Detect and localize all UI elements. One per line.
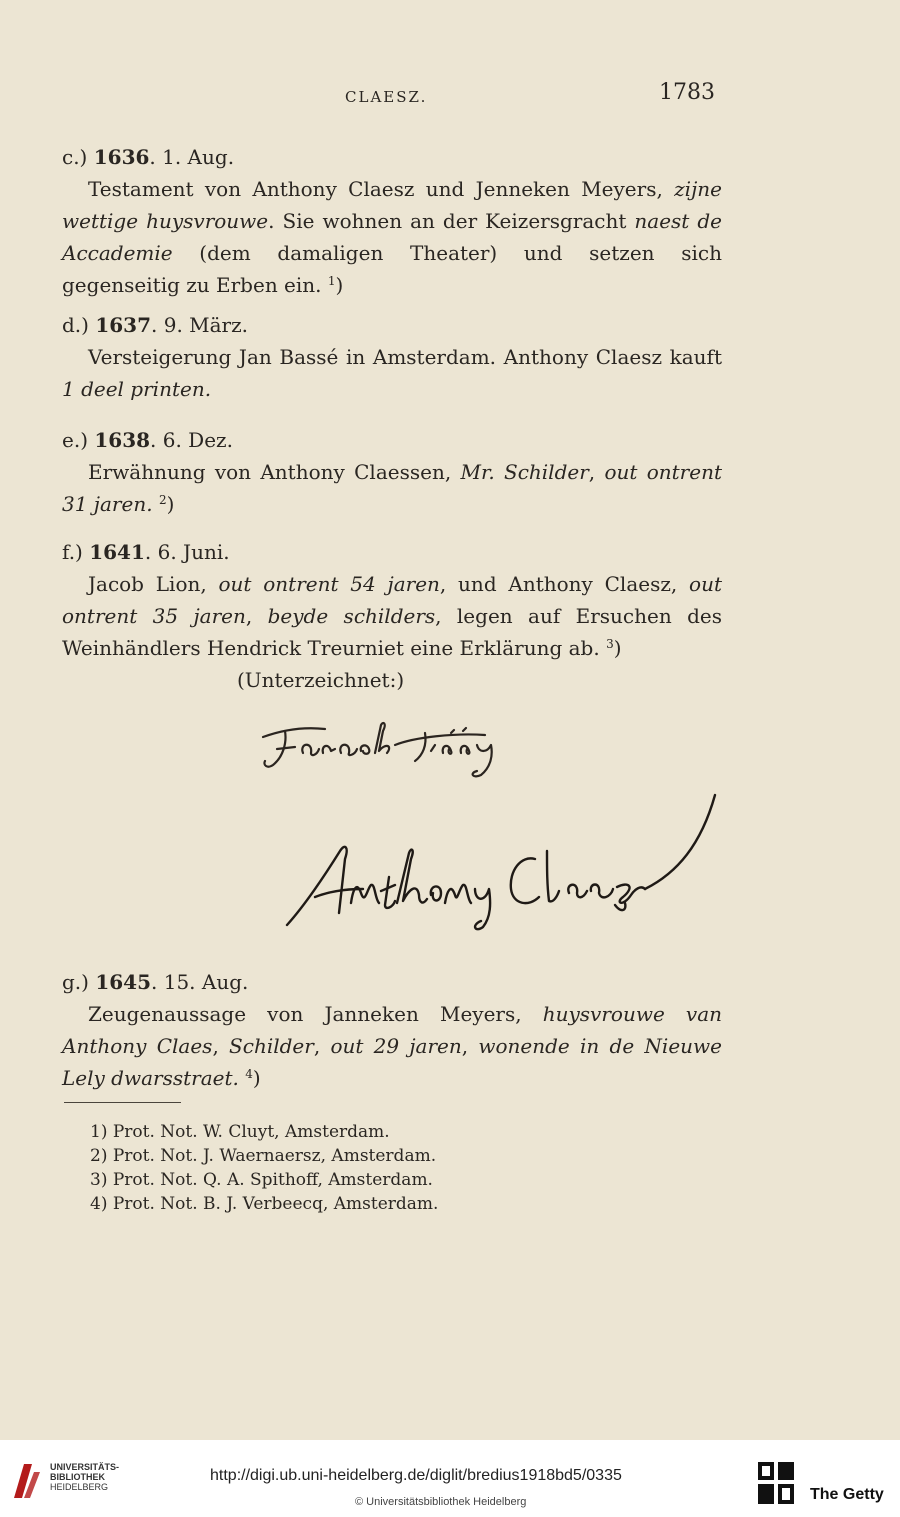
text-run: beyde schilders	[267, 604, 436, 628]
footnote-2: 2) Prot. Not. J. Waernaersz, Amsterdam.	[90, 1146, 437, 1166]
text-run: ,	[212, 1034, 230, 1058]
text-run: 1 deel printen.	[62, 377, 212, 401]
copyright-notice: © Universitätsbibliothek Heidelberg	[355, 1496, 527, 1508]
text-run: Schilder	[229, 1034, 314, 1058]
text-run: )	[335, 273, 344, 297]
entry-body	[62, 341, 722, 405]
getty-label: The Getty	[810, 1486, 884, 1503]
text-run: wonende in de Nieuwe Lely dwarsstraet.	[62, 1034, 722, 1090]
footnote-ref[interactable]: 4	[245, 1067, 253, 1081]
entry-body	[62, 568, 722, 664]
entry-heading: d.) 1637. 9. März.	[62, 313, 249, 337]
entry-heading: c.) 1636. 1. Aug.	[62, 145, 235, 169]
text-run: Testament von Anthony Claesz und Jenneken Meyers,	[88, 177, 675, 201]
text-run: out 29 jaren	[330, 1034, 462, 1058]
getty-logo-icon[interactable]	[756, 1460, 796, 1506]
footnote-rule	[64, 1102, 181, 1103]
entry-c	[62, 141, 722, 301]
entry-e	[62, 424, 722, 520]
text-run: Zeugenaussage von Janneken Meyers,	[88, 1002, 543, 1026]
text-run: , und Anthony Claesz,	[439, 572, 690, 596]
text-run: ,	[313, 1034, 331, 1058]
text-run: , legen auf Ersuchen des Weinhändlers Hendrick Treurniet eine Erklärung ab.	[62, 604, 722, 660]
entry-g	[62, 966, 722, 1094]
text-run: )	[166, 492, 175, 516]
text-run: naest de Accademie	[62, 209, 722, 265]
text-run: zijne wettige huysvrouwe	[62, 177, 722, 233]
text-run: ,	[588, 460, 605, 484]
signature-note: (Unterzeichnet:)	[237, 668, 405, 692]
text-run: Mr. Schilder	[460, 460, 589, 484]
text-run: )	[613, 636, 622, 660]
footnote-4: 4) Prot. Not. B. J. Verbeecq, Amsterdam.	[90, 1194, 439, 1214]
text-run: (dem damaligen Theater) und setzen sich gegenseitig zu Erben ein.	[62, 241, 722, 297]
footnote-ref[interactable]: 3	[606, 637, 614, 651]
footnote-1: 1) Prot. Not. W. Cluyt, Amsterdam.	[90, 1122, 390, 1142]
entry-heading: g.) 1645. 15. Aug.	[62, 970, 249, 994]
viewer-footer	[0, 1440, 900, 1517]
text-run: out ontrent 54 jaren	[218, 572, 440, 596]
entry-body	[62, 173, 722, 301]
entry-heading: e.) 1638. 6. Dez.	[62, 428, 233, 452]
footnotes	[90, 1120, 438, 1216]
text-run: Versteigerung Jan Bassé in Amsterdam. Anthony Claesz kauft	[88, 345, 722, 369]
footnote-ref[interactable]: 1	[327, 274, 336, 288]
university-library-name: UNIVERSITÄTS- BIBLIOTHEK HEIDELBERG	[50, 1462, 120, 1492]
entry-f	[62, 536, 722, 664]
footnote-ref[interactable]: 2	[158, 493, 167, 507]
entry-body	[62, 998, 722, 1094]
running-head: CLAESZ.	[345, 88, 428, 106]
text-run: ,	[461, 1034, 479, 1058]
university-library-logo-icon[interactable]	[10, 1458, 44, 1502]
text-run: out ontrent 35 jaren	[62, 572, 722, 628]
text-run: Jacob Lion,	[88, 572, 219, 596]
footnote-3: 3) Prot. Not. Q. A. Spithoff, Amsterdam.	[90, 1170, 433, 1190]
text-run: out ontrent 31 jaren.	[62, 460, 722, 516]
signature-jacob-lion	[255, 715, 550, 785]
permalink-url[interactable]: http://digi.ub.uni-heidelberg.de/diglit/bredius1918bd5/0335	[210, 1467, 622, 1484]
entry-heading: f.) 1641. 6. Juni.	[62, 540, 230, 564]
entry-d	[62, 309, 722, 405]
page-number: 1783	[659, 80, 715, 105]
text-run: Erwähnung von Anthony Claessen,	[88, 460, 461, 484]
signature-anthony-claesz	[285, 785, 725, 935]
text-run: . Sie wohnen an der Keizersgracht	[268, 209, 635, 233]
text-run: ,	[245, 604, 268, 628]
text-run: huysvrouwe van Anthony Claes	[62, 1002, 722, 1058]
entry-body	[62, 456, 722, 520]
text-run: )	[252, 1066, 261, 1090]
